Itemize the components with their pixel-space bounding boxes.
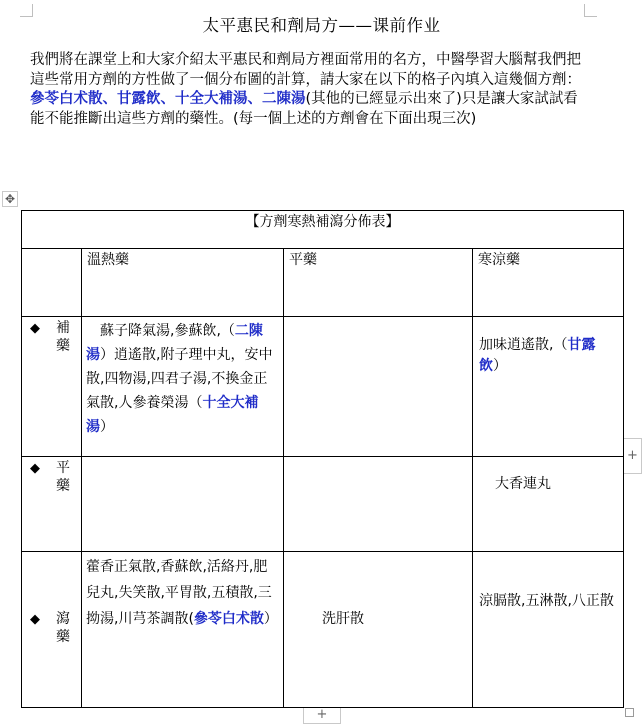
header-empty-cell[interactable] — [22, 249, 82, 317]
row-label-ping-text: 平藥 — [56, 460, 70, 494]
cell-bu-warm-text-3: ） — [100, 419, 114, 435]
cell-xie-cold-text: 涼膈散,五淋散,八正散 — [479, 593, 614, 609]
cell-ping-cold[interactable]: 大香連丸 — [473, 457, 624, 552]
row-label-xie[interactable] — [22, 552, 82, 708]
cell-xie-warm-text-1: 藿香正氣散,香蘇飲,活絡丹,肥兒丸,失笑散,平胃散,五積散,三拗湯,川芎茶調散( — [86, 559, 272, 627]
column-header-warm[interactable]: 溫熱藥 — [82, 249, 284, 317]
intro-text-after: (其他的已經显示出來了)只是讓大家試試看能不能推斷出這些方劑的藥性。(每一個上述的方劑會在下面出現三次) — [30, 91, 578, 127]
cell-bu-warm-text-1: 蘇子降氣湯,參蘇飲,（ — [100, 323, 235, 339]
cell-ping-neutral[interactable] — [284, 457, 473, 552]
cell-bu-warm[interactable] — [82, 317, 284, 457]
bullet-diamond-icon: ◆ — [30, 461, 40, 476]
cell-bu-warm-text-2: ）逍遙散,附子理中丸，安中散,四物湯,四君子湯,不換金正氣散,人參養榮湯（ — [86, 347, 273, 411]
row-label-bu-text: 補藥 — [56, 320, 70, 354]
intro-highlight-formulas: 參苓白术散、甘露飲、十全大補湯、二陳湯 — [30, 91, 306, 107]
bullet-diamond-icon: ◆ — [30, 321, 40, 336]
column-header-cold[interactable]: 寒涼藥 — [473, 249, 624, 317]
cell-ping-warm[interactable] — [82, 457, 284, 552]
answer-shi-quan-da-bu-tang: 十全大補湯 — [86, 395, 259, 435]
cell-bu-cold-text-2: ） — [493, 358, 507, 374]
cell-xie-cold[interactable] — [473, 552, 624, 708]
answer-shen-ling-bai-zhu-san: 參苓白术散 — [193, 611, 264, 627]
cell-bu-neutral[interactable] — [284, 317, 473, 457]
answer-er-chen-tang: 二陳湯 — [86, 323, 263, 363]
add-row-plus-icon[interactable]: + — [303, 708, 341, 724]
cell-xie-warm-text-2: ） — [263, 611, 278, 627]
answer-gan-lu-yin: 甘露飲 — [479, 337, 596, 374]
row-label-ping[interactable] — [22, 457, 82, 552]
cell-xie-warm[interactable] — [82, 552, 284, 708]
intro-text-before: 我們將在課堂上和大家介紹太平惠民和劑局方裡面常用的名方，中醫學習大腦幫我們把這些常用方劑的方性做了一個分布圖的計算，請大家在以下的格子內填入這幾個方劑： — [30, 52, 581, 88]
add-column-plus-icon[interactable]: + — [624, 438, 642, 474]
table-move-handle-icon[interactable]: ✥ — [2, 191, 18, 207]
row-label-xie-text: 瀉藥 — [56, 611, 70, 645]
table-header[interactable]: 【方劑寒熱補瀉分佈表】 — [22, 211, 624, 249]
column-header-neutral[interactable]: 平藥 — [284, 249, 473, 317]
cell-xie-neutral[interactable]: 洗肝散 — [284, 552, 473, 708]
table-resize-handle[interactable] — [625, 708, 634, 717]
document-title: 太平惠民和劑局方——课前作业 — [202, 16, 441, 35]
bullet-diamond-icon: ◆ — [30, 612, 40, 627]
distribution-table — [21, 210, 624, 708]
intro-paragraph — [30, 51, 590, 129]
row-label-bu[interactable] — [22, 317, 82, 457]
cell-bu-cold-text-1: 加味逍遙散,（ — [479, 337, 568, 353]
cell-bu-cold[interactable] — [473, 317, 624, 457]
